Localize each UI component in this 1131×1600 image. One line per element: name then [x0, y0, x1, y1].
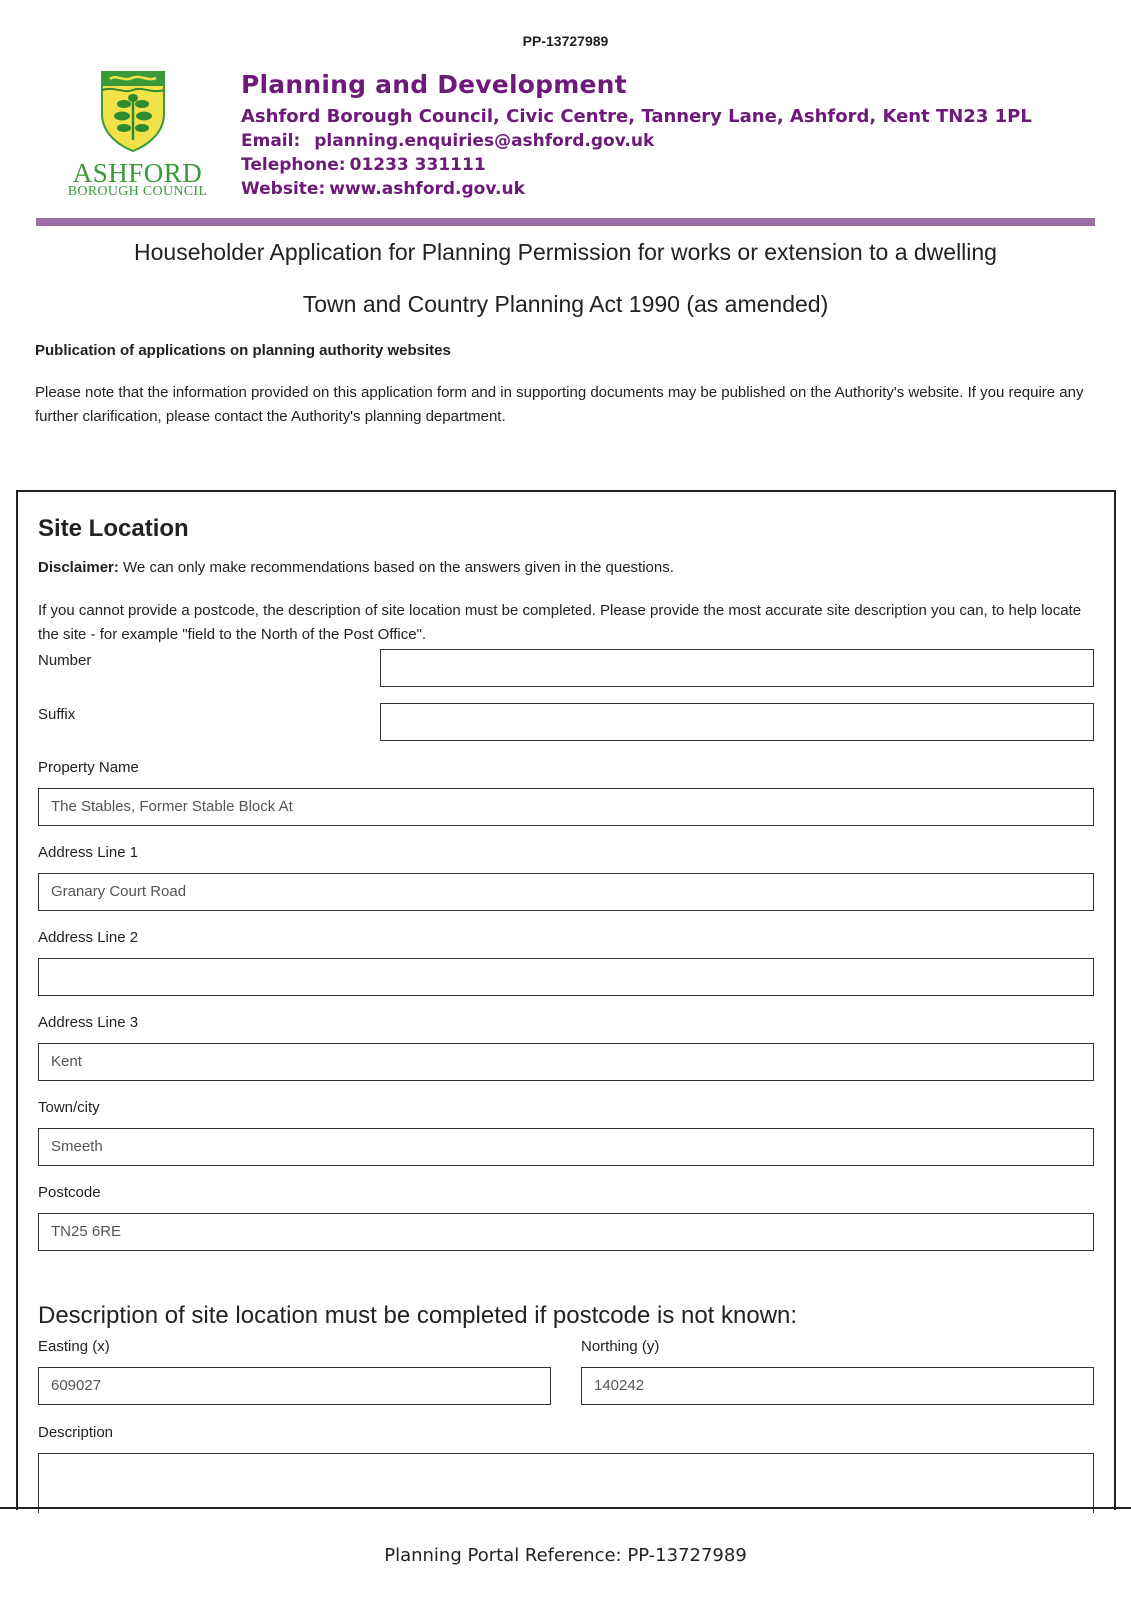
page-reference: PP-13727989: [522, 33, 609, 49]
disclaimer-text: We can only make recommendations based on the answers given in the questions.: [118, 559, 674, 576]
description-label: Description: [38, 1424, 114, 1441]
suffix-label: Suffix: [38, 706, 76, 723]
email-link[interactable]: planning.enquiries@ashford.gov.uk: [314, 131, 655, 151]
easting-label: Easting (x): [38, 1338, 110, 1355]
address-line-3-label: Address Line 3: [38, 1014, 139, 1031]
address-line-2-label: Address Line 2: [38, 929, 139, 946]
postcode-field[interactable]: TN25 6RE: [38, 1213, 1094, 1251]
council-website-row: [241, 179, 1032, 199]
logo-subtitle: BOROUGH COUNCIL: [67, 184, 208, 199]
council-department-title: Planning and Development: [241, 70, 627, 99]
disclaimer: [38, 559, 674, 576]
site-location-heading: Site Location: [38, 515, 189, 542]
easting-field[interactable]: 609027: [38, 1367, 551, 1405]
town-city-field[interactable]: Smeeth: [38, 1128, 1094, 1166]
northing-field[interactable]: 140242: [581, 1367, 1094, 1405]
address-line-3-field[interactable]: Kent: [38, 1043, 1094, 1081]
publication-text: Please note that the information provided on this application form and in supporting documents may be published on the Authority's website. If you require any further clarification, please contact the Authority's planning department.: [35, 384, 1084, 425]
council-telephone-row: [241, 155, 1032, 175]
document-title: Householder Application for Planning Permission for works or extension to a dwelling: [134, 239, 997, 265]
number-label: Number: [38, 652, 92, 669]
site-location-help-text: If you cannot provide a postcode, the description of site location must be completed. Please provide the most accurate site description you can, to help locate the site - for example "field to the North of the Post Office".: [38, 602, 1082, 643]
address-line-2-field[interactable]: [38, 958, 1094, 996]
telephone-value: 01233 331111: [349, 155, 486, 175]
council-email-row: [241, 131, 1032, 151]
suffix-field[interactable]: [380, 703, 1094, 741]
council-crest-icon: [100, 70, 166, 152]
town-city-label: Town/city: [38, 1099, 100, 1116]
council-contact-block: [241, 70, 1032, 199]
property-name-label: Property Name: [38, 759, 139, 776]
website-link[interactable]: www.ashford.gov.uk: [329, 179, 525, 199]
website-label: Website:: [241, 179, 326, 199]
telephone-label: Telephone:: [241, 155, 346, 175]
publication-heading: Publication of applications on planning authority websites: [35, 342, 451, 359]
footer-reference: Planning Portal Reference: PP-13727989: [384, 1545, 747, 1566]
site-location-panel: [16, 490, 1116, 1510]
document-subtitle: Town and Country Planning Act 1990 (as amended): [302, 291, 829, 317]
logo-name: ASHFORD: [72, 158, 203, 188]
description-field[interactable]: [38, 1453, 1094, 1513]
council-logo: [55, 70, 220, 205]
northing-label: Northing (y): [581, 1338, 660, 1355]
description-heading: Description of site location must be completed if postcode is not known:: [38, 1302, 798, 1329]
property-name-field[interactable]: The Stables, Former Stable Block At: [38, 788, 1094, 826]
disclaimer-label: Disclaimer:: [38, 559, 119, 576]
number-field[interactable]: [380, 649, 1094, 687]
address-line-1-field[interactable]: Granary Court Road: [38, 873, 1094, 911]
council-address: Ashford Borough Council, Civic Centre, Tannery Lane, Ashford, Kent TN23 1PL: [241, 106, 1032, 127]
header-divider: [36, 218, 1095, 226]
address-line-1-label: Address Line 1: [38, 844, 139, 861]
footer-divider: [0, 1507, 1131, 1509]
postcode-label: Postcode: [38, 1184, 101, 1201]
email-label: Email:: [241, 131, 301, 151]
